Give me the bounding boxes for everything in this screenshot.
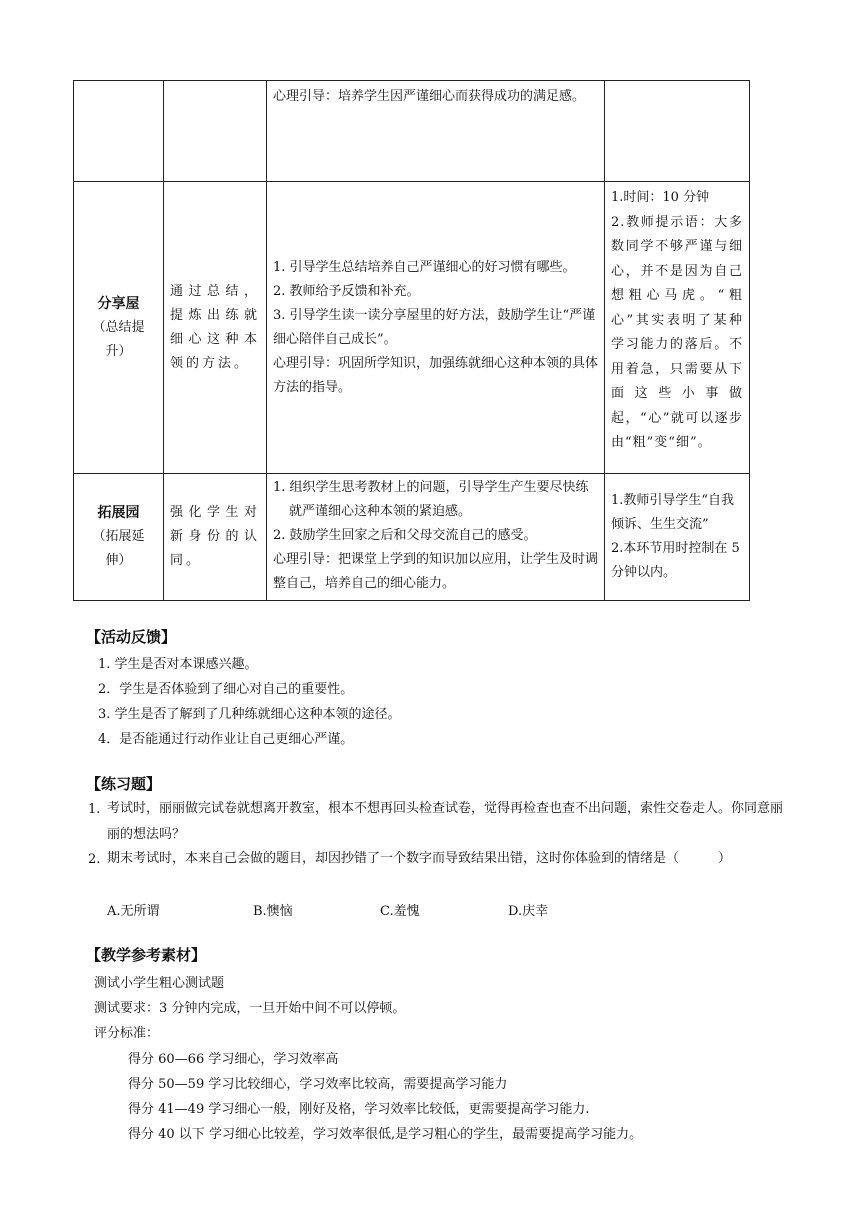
table-cell — [74, 474, 164, 601]
stage-goal: 强化学生对新身份的认同。 — [170, 505, 260, 568]
feedback-item: 4．是否能通过行动作业让自己更细心严谨。 — [98, 732, 354, 747]
option-b: B.懊恼 — [253, 904, 293, 919]
guide-text: 心理引导：把课堂上学到的知识加以应用，让学生及时调整自己，培养自己的细心能力。 — [273, 552, 599, 591]
note-item: 1.时间：10 分钟 — [611, 190, 710, 205]
feedback-item: 2．学生是否体验到了细心对自己的重要性。 — [98, 682, 354, 697]
question-text: 期末考试时，本来自己会做的题目，却因抄错了一个数字而导致结果出错，这时你体验到的情绪是（ ） — [107, 851, 732, 866]
materials-title: 测试小学生粗心测试题 — [94, 976, 225, 991]
stage-subtitle: （拓展延伸） — [92, 529, 145, 568]
option-d: D.庆幸 — [508, 904, 549, 919]
question-number: 1. — [88, 802, 101, 817]
table-cell — [267, 182, 605, 474]
question-number: 2. — [88, 852, 101, 867]
guide-text: 心理引导：巩固所学知识，加强练就细心这种本领的具体方法的指导。 — [273, 355, 599, 395]
score-line: 得分 41—49 学习细心一般，刚好及格，学习效率比较低，更需要提高学习能力. — [128, 1102, 590, 1117]
materials-standard-label: 评分标准： — [94, 1026, 160, 1041]
table-cell — [74, 182, 164, 474]
option-c: C.羞愧 — [380, 904, 420, 919]
table-row — [74, 81, 750, 182]
table-row — [74, 474, 750, 601]
stage-subtitle: （总结提升） — [92, 319, 145, 359]
note-item: 1.教师引导学生“自我倾诉、生生交流” — [611, 493, 735, 532]
table-cell — [267, 81, 605, 182]
table-cell — [164, 474, 267, 601]
table-cell — [605, 474, 750, 601]
score-line: 得分 50—59 学习比较细心，学习效率比较高，需要提高学习能力 — [128, 1077, 508, 1092]
list-item: 2. 教师给予反馈和补充。 — [273, 283, 420, 299]
table-cell — [164, 182, 267, 474]
materials-heading: 【教学参考素材】 — [86, 946, 207, 964]
score-line: 得分 60—66 学习细心，学习效率高 — [128, 1052, 339, 1067]
table-cell — [74, 81, 164, 182]
table-row — [74, 182, 750, 474]
feedback-item: 3. 学生是否了解到了几种练就细心这种本领的途径。 — [98, 707, 401, 722]
stage-goal: 通过总结，提炼出练就细心这种本领的方法。 — [170, 283, 260, 371]
materials-requirement: 测试要求：3 分钟内完成，一旦开始中间不可以停顿。 — [94, 1001, 406, 1016]
list-item: 1. 引导学生总结培养自己严谨细心的好习惯有哪些。 — [273, 259, 576, 275]
row1-guide: 心理引导：培养学生因严谨细心而获得成功的满足感。 — [273, 89, 586, 104]
feedback-item: 1. 学生是否对本课感兴趣。 — [98, 657, 258, 672]
option-a: A.无所谓 — [107, 904, 160, 919]
list-item: 2. 鼓励学生回家之后和父母交流自己的感受。 — [273, 528, 537, 543]
table-cell — [605, 81, 750, 182]
score-line: 得分 40 以下 学习细心比较差，学习效率很低,是学习粗心的学生，最需要提高学习能力。 — [128, 1127, 643, 1142]
table-cell — [605, 182, 750, 474]
note-item: 2.教师提示语：大多数同学不够严谨与细心，并不是因为自己想粗心马虎。“粗心”其实表明了某种学习能力的落后。不用着急，只需要从下面这些小事做起，“心”就可以逐步由“粗”变“细”。 — [611, 214, 743, 450]
table-cell — [267, 474, 605, 601]
stage-title: 拓展园 — [97, 505, 140, 521]
table-cell — [164, 81, 267, 182]
feedback-heading: 【活动反馈】 — [86, 628, 177, 646]
stage-title: 分享屋 — [97, 295, 140, 312]
question-text: 考试时，丽丽做完试卷就想离开教室，根本不想再回头检查试卷，觉得再检查也查不出问题，索性交卷走人。你同意丽丽的想法吗？ — [107, 801, 784, 842]
note-item: 2.本环节用时控制在 5 分钟以内。 — [611, 541, 740, 580]
list-item: 3. 引导学生读一读分享屋里的好方法，鼓励学生让“严谨细心陪伴自己成长”。 — [273, 307, 596, 347]
exercises-heading: 【练习题】 — [86, 775, 162, 793]
lesson-table — [73, 80, 750, 601]
list-item: 1. 组织学生思考教材上的问题，引导学生产生要尽快练就严谨细心这种本领的紧迫感。 — [273, 480, 589, 519]
